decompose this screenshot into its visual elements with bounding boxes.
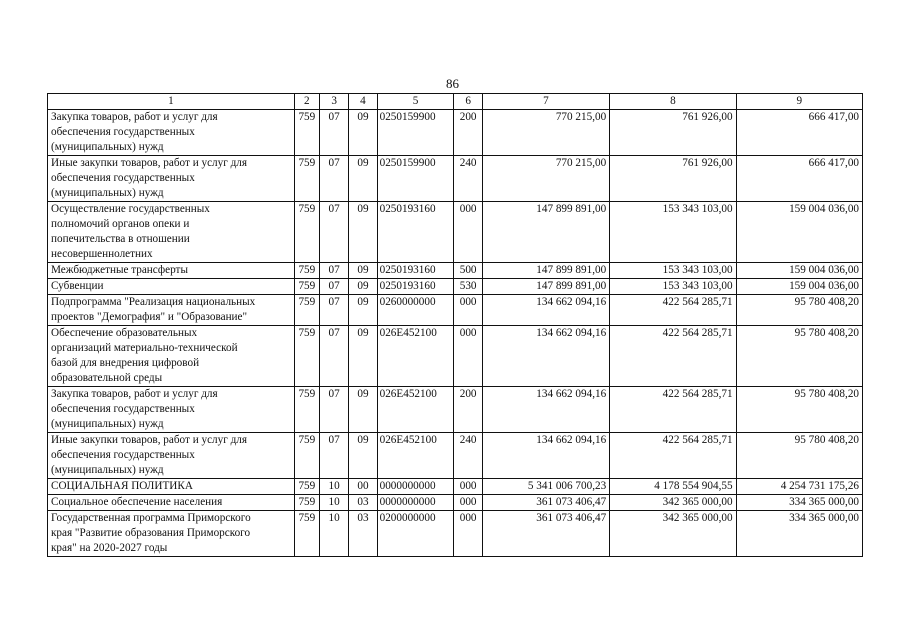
row-name-line: образовательной среды	[51, 372, 163, 384]
amount-col9-cell: 159 004 036,00	[736, 279, 862, 295]
expense-type-cell: 200	[454, 387, 482, 433]
row-name-line: полномочий органов опеки и	[51, 218, 190, 230]
section-code-cell: 07	[319, 279, 348, 295]
row-name-line: Иные закупки товаров, работ и услуг для	[51, 434, 248, 446]
amount-col8-cell: 761 926,00	[610, 156, 736, 202]
table-row	[48, 479, 863, 495]
amount-col9-cell: 666 417,00	[736, 110, 862, 156]
subsection-code-cell: 09	[349, 387, 377, 433]
budget-table	[47, 93, 863, 557]
target-article-cell: 026E452100	[377, 433, 454, 479]
expense-type-cell: 000	[454, 202, 482, 263]
amount-col8-cell: 342 365 000,00	[610, 511, 736, 557]
row-name-line: СОЦИАЛЬНАЯ ПОЛИТИКА	[51, 480, 193, 492]
subsection-code-cell: 09	[349, 433, 377, 479]
row-name-cell	[48, 326, 295, 387]
expense-type-cell: 000	[454, 295, 482, 326]
row-name-line: Подпрограмма "Реализация национальных	[51, 296, 256, 308]
amount-col7-cell: 361 073 406,47	[482, 495, 609, 511]
expense-type-cell: 500	[454, 263, 482, 279]
subsection-code-cell: 09	[349, 295, 377, 326]
section-code-cell: 07	[319, 295, 348, 326]
row-name-line: попечительства в отношении	[51, 233, 190, 245]
section-code-cell: 07	[319, 263, 348, 279]
row-name-line: края" на 2020-2027 годы	[51, 542, 168, 554]
row-name-cell	[48, 156, 295, 202]
section-code-cell: 07	[319, 326, 348, 387]
target-article-cell: 0250193160	[377, 202, 454, 263]
table-row	[48, 295, 863, 326]
amount-col7-cell: 134 662 094,16	[482, 433, 609, 479]
section-code-cell: 07	[319, 202, 348, 263]
row-name-cell	[48, 479, 295, 495]
section-code-cell: 10	[319, 511, 348, 557]
row-name-line: несовершеннолетних	[51, 248, 153, 260]
table-row	[48, 433, 863, 479]
row-name-line: (муниципальных) нужд	[51, 141, 164, 153]
ministry-code-cell: 759	[294, 479, 319, 495]
amount-col8-cell: 422 564 285,71	[610, 387, 736, 433]
table-row	[48, 263, 863, 279]
column-header: 2	[294, 94, 319, 110]
amount-col9-cell: 4 254 731 175,26	[736, 479, 862, 495]
row-name-line: (муниципальных) нужд	[51, 187, 164, 199]
subsection-code-cell: 09	[349, 279, 377, 295]
ministry-code-cell: 759	[294, 387, 319, 433]
row-name-line: обеспечения государственных	[51, 449, 195, 461]
column-header: 6	[454, 94, 482, 110]
ministry-code-cell: 759	[294, 279, 319, 295]
ministry-code-cell: 759	[294, 263, 319, 279]
row-name-line: Закупка товаров, работ и услуг для	[51, 111, 218, 123]
table-row	[48, 495, 863, 511]
table-row	[48, 387, 863, 433]
row-name-line: (муниципальных) нужд	[51, 418, 164, 430]
column-header: 5	[377, 94, 454, 110]
section-code-cell: 07	[319, 433, 348, 479]
subsection-code-cell: 09	[349, 156, 377, 202]
target-article-cell: 026E452100	[377, 326, 454, 387]
row-name-line: Субвенции	[51, 280, 104, 292]
subsection-code-cell: 09	[349, 110, 377, 156]
row-name-line: (муниципальных) нужд	[51, 464, 164, 476]
target-article-cell: 0250159900	[377, 156, 454, 202]
column-header: 7	[482, 94, 609, 110]
ministry-code-cell: 759	[294, 110, 319, 156]
row-name-cell	[48, 110, 295, 156]
table-row	[48, 511, 863, 557]
row-name-line: Иные закупки товаров, работ и услуг для	[51, 157, 248, 169]
expense-type-cell: 000	[454, 495, 482, 511]
table-row	[48, 202, 863, 263]
amount-col9-cell: 95 780 408,20	[736, 387, 862, 433]
section-code-cell: 07	[319, 156, 348, 202]
amount-col7-cell: 770 215,00	[482, 156, 609, 202]
table-row	[48, 326, 863, 387]
column-header: 3	[319, 94, 348, 110]
amount-col7-cell: 147 899 891,00	[482, 202, 609, 263]
ministry-code-cell: 759	[294, 295, 319, 326]
subsection-code-cell: 03	[349, 511, 377, 557]
amount-col9-cell: 95 780 408,20	[736, 433, 862, 479]
table-row	[48, 279, 863, 295]
table-row	[48, 110, 863, 156]
row-name-line: Межбюджетные трансферты	[51, 264, 188, 276]
subsection-code-cell: 09	[349, 326, 377, 387]
target-article-cell: 0250193160	[377, 279, 454, 295]
row-name-line: обеспечения государственных	[51, 172, 195, 184]
target-article-cell: 0260000000	[377, 295, 454, 326]
amount-col9-cell: 666 417,00	[736, 156, 862, 202]
row-name-line: базой для внедрения цифровой	[51, 357, 200, 369]
row-name-cell	[48, 495, 295, 511]
expense-type-cell: 530	[454, 279, 482, 295]
row-name-line: проектов "Демография" и "Образование"	[51, 311, 248, 323]
row-name-cell	[48, 433, 295, 479]
amount-col7-cell: 5 341 006 700,23	[482, 479, 609, 495]
ministry-code-cell: 759	[294, 495, 319, 511]
amount-col7-cell: 770 215,00	[482, 110, 609, 156]
amount-col8-cell: 422 564 285,71	[610, 433, 736, 479]
expense-type-cell: 000	[454, 511, 482, 557]
amount-col7-cell: 134 662 094,16	[482, 387, 609, 433]
subsection-code-cell: 03	[349, 495, 377, 511]
amount-col8-cell: 153 343 103,00	[610, 263, 736, 279]
amount-col9-cell: 334 365 000,00	[736, 511, 862, 557]
target-article-cell: 0000000000	[377, 479, 454, 495]
amount-col7-cell: 147 899 891,00	[482, 263, 609, 279]
amount-col8-cell: 422 564 285,71	[610, 326, 736, 387]
target-article-cell: 0200000000	[377, 511, 454, 557]
expense-type-cell: 240	[454, 433, 482, 479]
row-name-line: Социальное обеспечение населения	[51, 496, 223, 508]
column-header: 9	[736, 94, 862, 110]
amount-col8-cell: 342 365 000,00	[610, 495, 736, 511]
amount-col8-cell: 761 926,00	[610, 110, 736, 156]
expense-type-cell: 000	[454, 479, 482, 495]
subsection-code-cell: 09	[349, 263, 377, 279]
ministry-code-cell: 759	[294, 511, 319, 557]
row-name-line: организаций материально-технической	[51, 342, 238, 354]
ministry-code-cell: 759	[294, 326, 319, 387]
amount-col7-cell: 134 662 094,16	[482, 295, 609, 326]
row-name-line: Государственная программа Приморского	[51, 512, 251, 524]
row-name-line: края "Развитие образования Приморского	[51, 527, 251, 539]
ministry-code-cell: 759	[294, 433, 319, 479]
row-name-cell	[48, 202, 295, 263]
section-code-cell: 07	[319, 110, 348, 156]
page-number: 86	[446, 76, 459, 91]
column-header: 1	[48, 94, 295, 110]
amount-col9-cell: 95 780 408,20	[736, 295, 862, 326]
expense-type-cell: 200	[454, 110, 482, 156]
target-article-cell: 0000000000	[377, 495, 454, 511]
row-name-line: Обеспечение образовательных	[51, 327, 198, 339]
row-name-line: Закупка товаров, работ и услуг для	[51, 388, 218, 400]
target-article-cell: 0250159900	[377, 110, 454, 156]
row-name-line: обеспечения государственных	[51, 126, 195, 138]
column-header: 4	[349, 94, 377, 110]
section-code-cell: 10	[319, 479, 348, 495]
amount-col9-cell: 159 004 036,00	[736, 263, 862, 279]
amount-col8-cell: 153 343 103,00	[610, 202, 736, 263]
subsection-code-cell: 09	[349, 202, 377, 263]
amount-col8-cell: 422 564 285,71	[610, 295, 736, 326]
row-name-cell	[48, 511, 295, 557]
expense-type-cell: 000	[454, 326, 482, 387]
table-row	[48, 156, 863, 202]
amount-col8-cell: 153 343 103,00	[610, 279, 736, 295]
amount-col9-cell: 159 004 036,00	[736, 202, 862, 263]
section-code-cell: 07	[319, 387, 348, 433]
header-row	[48, 94, 863, 110]
amount-col7-cell: 134 662 094,16	[482, 326, 609, 387]
row-name-cell	[48, 295, 295, 326]
expense-type-cell: 240	[454, 156, 482, 202]
column-header: 8	[610, 94, 736, 110]
section-code-cell: 10	[319, 495, 348, 511]
row-name-cell	[48, 263, 295, 279]
amount-col7-cell: 147 899 891,00	[482, 279, 609, 295]
target-article-cell: 026E452100	[377, 387, 454, 433]
amount-col9-cell: 95 780 408,20	[736, 326, 862, 387]
ministry-code-cell: 759	[294, 156, 319, 202]
amount-col7-cell: 361 073 406,47	[482, 511, 609, 557]
amount-col9-cell: 334 365 000,00	[736, 495, 862, 511]
target-article-cell: 0250193160	[377, 263, 454, 279]
ministry-code-cell: 759	[294, 202, 319, 263]
subsection-code-cell: 00	[349, 479, 377, 495]
row-name-line: обеспечения государственных	[51, 403, 195, 415]
row-name-cell	[48, 279, 295, 295]
amount-col8-cell: 4 178 554 904,55	[610, 479, 736, 495]
row-name-cell	[48, 387, 295, 433]
row-name-line: Осуществление государственных	[51, 203, 210, 215]
